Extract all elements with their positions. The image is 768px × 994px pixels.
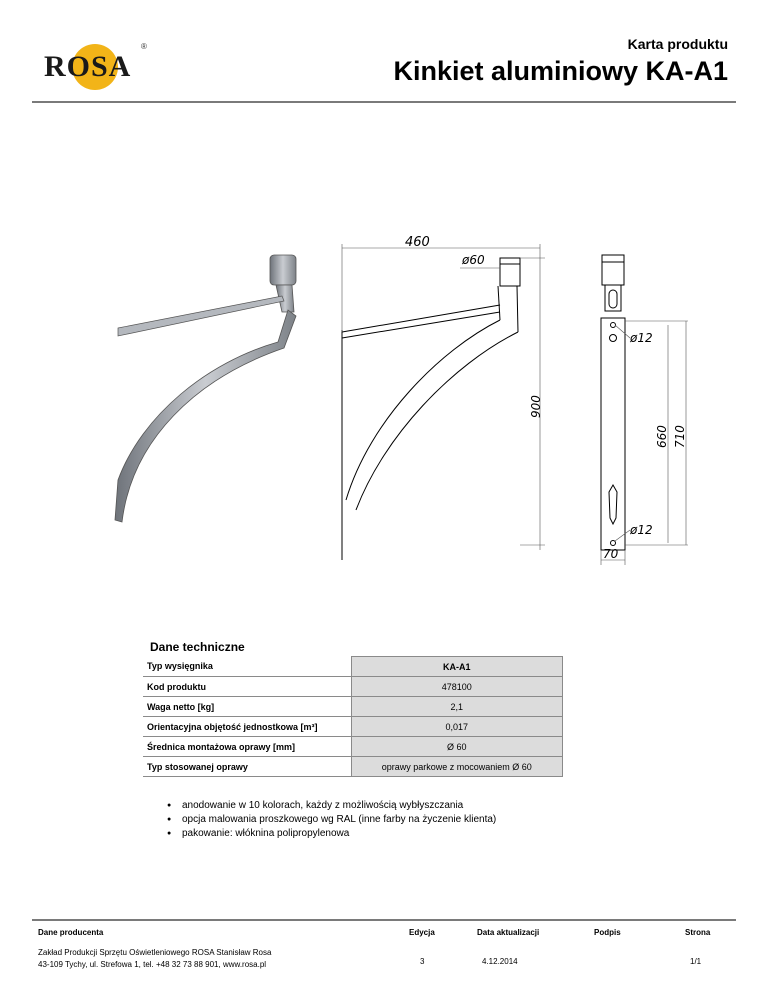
product-drawing <box>0 200 768 580</box>
dim-hole-bottom-label: ø12 <box>630 523 653 537</box>
producer-line-2: 43-109 Tychy, ul. Strefowa 1, tel. +48 32 73 88 901, www.rosa.pl <box>38 960 267 969</box>
table-row <box>143 737 563 757</box>
list-item: ● pakowanie: włóknina polipropylenowa <box>182 827 496 841</box>
document-type: Karta produktu <box>627 36 728 52</box>
dim-plate-label: 710 <box>673 425 687 448</box>
edition-label: Edycja <box>409 928 435 937</box>
table-row <box>143 717 563 737</box>
row-label: Kod produktu <box>143 677 351 697</box>
row-label: Orientacyjna objętość jednostkowa [m³] <box>143 717 351 737</box>
registered-mark: ® <box>141 42 147 51</box>
table-row <box>143 677 563 697</box>
list-item: ● opcja malowania proszkowego wg RAL (inne farby na życzenie klienta) <box>182 813 496 827</box>
front-view-drawing <box>601 255 625 550</box>
header-divider <box>32 101 736 103</box>
row-value: 478100 <box>351 677 563 697</box>
dim-spacing-label: 660 <box>655 425 669 448</box>
edition-value: 3 <box>420 957 425 966</box>
row-value: Ø 60 <box>351 737 563 757</box>
feature-list <box>182 799 496 841</box>
page-label: Strona <box>685 928 711 937</box>
signature-label: Podpis <box>594 928 621 937</box>
table-row <box>143 757 563 777</box>
row-label: Waga netto [kg] <box>143 697 351 717</box>
dim-pipe-label: ø60 <box>462 253 485 267</box>
table-row <box>143 657 563 677</box>
product-render <box>115 255 296 522</box>
update-label: Data aktualizacji <box>477 928 540 937</box>
dim-plate-width-label: 70 <box>603 547 619 561</box>
side-view-drawing <box>342 258 520 560</box>
rosa-logo <box>44 44 152 92</box>
producer-address <box>38 947 271 971</box>
side-view-dimensions <box>342 244 545 550</box>
dim-width-label: 460 <box>405 235 430 250</box>
row-value: 0,017 <box>351 717 563 737</box>
dim-height-label: 900 <box>529 395 543 418</box>
row-label: Średnica montażowa oprawy [mm] <box>143 737 351 757</box>
tech-table <box>143 656 563 777</box>
row-label: Typ stosowanej oprawy <box>143 757 351 777</box>
producer-label: Dane producenta <box>38 928 104 937</box>
tech-section-title: Dane techniczne <box>150 640 245 654</box>
update-value: 4.12.2014 <box>482 957 518 966</box>
list-item: ● anodowanie w 10 kolorach, każdy z możliwością wybłyszczania <box>182 799 496 813</box>
dim-hole-top-label: ø12 <box>630 331 653 345</box>
table-row <box>143 697 563 717</box>
row-value: oprawy parkowe z mocowaniem Ø 60 <box>351 757 563 777</box>
producer-line-1: Zakład Produkcji Sprzętu Oświetleniowego ROSA Stanisław Rosa <box>38 948 272 957</box>
footer-divider <box>32 919 736 921</box>
page-title: Kinkiet aluminiowy KA-A1 <box>393 56 728 86</box>
row-label: Typ wysięgnika <box>143 657 351 677</box>
row-value: KA-A1 <box>351 657 563 677</box>
page-value: 1/1 <box>690 957 702 966</box>
row-value: 2,1 <box>351 697 563 717</box>
logo-text: ROSA <box>44 50 132 83</box>
